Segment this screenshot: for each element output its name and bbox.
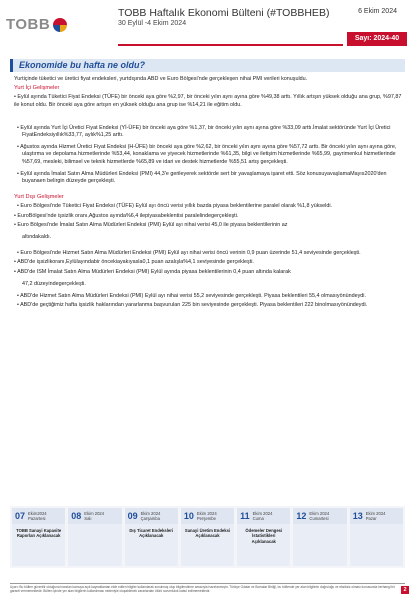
day-number: 12 xyxy=(296,511,307,521)
day-event: TOBB Sanayi Kapasite Raporları Açıklanacak xyxy=(16,528,62,539)
us-ism-paragraph: • ABD'de ISM İmalat Satın Alma Müdürleri Endeksi (PMI) Eylül ayında piyasa beklentilerinin 0,4 puan altında kalarak xyxy=(14,268,291,275)
calendar-day xyxy=(12,508,65,566)
euro-tufe-paragraph: • Euro Bölgesi'nde Tüketici Fiyat Endeksi (TÜFE) Eylül ayı öncü verisi yıllık bazda piyasa beklentilerine paralel olarak %1,8 yükseldi. xyxy=(17,203,333,210)
calendar-day xyxy=(181,508,234,566)
weekly-calendar xyxy=(10,506,405,568)
euro-unemployment-paragraph: • EuroBölgesi'nde işsizlik oranı,Ağustos ayında%6,4 ilepiyasabeklentisi paralelindegerçekleşti. xyxy=(14,212,239,219)
day-month: Ekim 2024 xyxy=(196,511,217,516)
calendar-day xyxy=(68,508,121,566)
day-number: 08 xyxy=(71,511,82,521)
day-month: Ekim 2024 xyxy=(309,511,330,516)
header-rule xyxy=(118,44,343,46)
tobb-logo xyxy=(6,16,67,33)
calendar-day xyxy=(293,508,346,566)
calendar-day xyxy=(350,508,403,566)
day-weekday: Salı xyxy=(84,516,92,521)
section-title-bar xyxy=(10,59,405,72)
day-event xyxy=(68,524,121,532)
us-claims-paragraph: • ABD'de geçtiğimiz hafta işsizlik haklarından yararlanma başvuruları 225 bin seviyesinde gerçekleşti. Piyasa beklentileri 222 binolmasıyönündeydi. xyxy=(17,302,368,309)
euro-pmi-paragraph: • Euro Bölgesi'nde İmalat Satın Alma Müdürleri Endeksi (PMI) Eylül ayı nihai verisi 45,0 ile piyasa beklentilerinin az xyxy=(14,221,288,228)
day-event xyxy=(293,524,346,532)
day-event xyxy=(350,524,403,532)
bulletin-date: 6 Ekim 2024 xyxy=(358,8,397,15)
day-month: Ekim 2024 xyxy=(365,511,386,516)
foreign-heading: Yurt Dışı Gelişmeler xyxy=(14,194,64,201)
day-number: 11 xyxy=(240,511,250,521)
day-number: 09 xyxy=(127,511,138,521)
day-weekday: Perşembe xyxy=(196,516,216,521)
day-event: Dış Ticaret Endeksleri Açıklanacak xyxy=(129,528,174,539)
us-ism-continuation: 47,2 düzeyindegerçekleşti. xyxy=(22,280,86,287)
day-month: Ekim2024 xyxy=(28,511,47,516)
day-number: 10 xyxy=(183,511,194,521)
section-title: Ekonomide bu hafta ne oldu? xyxy=(19,60,145,70)
intro-paragraph: Yurtiçinde tüketici ve üretici fiyat endeksleri, yurtdışında ABD ve Euro Bölgesi'nde gerçekleşen nihai PMI verileri konuşuldu. xyxy=(14,76,308,82)
disclaimer-text: Uyarı: Bu bülten güvenilir olduğuna inanılan kamuya açık kaynaklardan elde edilen bilgiler kullanılarak sunulmuş olup bilgilendirme amacıyla hazırlanmıştır. Türkiye Odalar ve Borsalar Birliği, bu bültende yer alan bilgilerin doğruluğu ve eksiksiz olması konusunda herhangi bir garanti vermemektedir. Bülten içinde yer alan bilgilerin kullanılması nedeniyle oluşabilecek zararlardan ötürü sorumluluk kabul edilmemektedir. xyxy=(10,585,395,593)
day-month: Ekim 2024 xyxy=(84,511,105,516)
day-weekday: Cumartesi xyxy=(309,516,329,521)
bulletin-period: 30 Eylül -4 Ekim 2024 xyxy=(118,20,187,27)
issue-badge: Sayı: 2024-40 xyxy=(347,32,407,46)
calendar-day xyxy=(237,508,290,566)
day-weekday: Pazartesi xyxy=(28,516,46,521)
day-weekday: Pazar xyxy=(365,516,377,521)
day-number: 07 xyxy=(15,511,26,521)
logo-emblem-icon xyxy=(53,18,67,32)
yiufe-paragraph: • Eylül ayında Yurt İçi Üretici Fiyat Endeksi (Yİ-ÜFE) bir önceki aya göre %1,37, bir önceki yılın aynı ayına göre %33,09 arttı.İmalat sektöründe Yurt İçi Üretici FiyatEndeksiyıllık%33,77, aylık%1,25 arttı. xyxy=(17,124,391,139)
tufe-paragraph: • Eylül ayında Tüketici Fiyat Endeksi (TÜFE) bir önceki aya göre %2,97, bir önceki yılın aynı ayına göre %49,38 arttı. Yıllık artışın yüksek olduğu ana grup, %97,87 ile konut oldu. Bir önceki aya göre artışın en yüksek olduğu ana grup ise %14,21 ile eğitim oldu. xyxy=(14,94,402,108)
us-unemployment-paragraph: • ABD'de işsizlikoranı,Eylülayındabir öncekiayakıyasla0,1 puan azalışla%4,1 seviyesinde gerçekleşti. xyxy=(14,259,254,266)
day-month: Ekim 2024 xyxy=(140,511,161,516)
day-weekday: Cuma xyxy=(252,516,264,521)
hufe-paragraph: • Ağustos ayında Hizmet Üretici Fiyat Endeksi (H-ÜFE) bir önceki aya göre %2,62, bir önceki yılın aynı ayına göre %57,72 arttı. Bir önceki yılın aynı ayına göre, ulaştırma ve depolama hizmetlerinde %53,44, konaklama ve yiyecek hizmetlerinde %61,35, bilgi ve iletişim hizmetlerinde %65,99, gayrimenkul hizmetlerinde %57,69, mesleki, bilimsel ve teknik hizmetlerde %65,89 ve idari ve destek hizmetlerde %55,51 artış gerçekleşti. xyxy=(17,144,397,165)
footer-divider xyxy=(10,583,405,584)
day-month: Ekim 2024 xyxy=(252,511,273,516)
page-number: 2 xyxy=(401,586,409,594)
article-body xyxy=(14,76,402,311)
logo-text: TOBB xyxy=(6,16,51,33)
euro-pmi-continuation: altındakaldı. xyxy=(22,234,52,241)
day-number: 13 xyxy=(352,511,363,521)
euro-services-pmi-paragraph: • Euro Bölgesi'nde Hizmet Satın Alma Müdürleri Endeksi (PMI) Eylül ayı nihai verisi öncü verinin 0,9 puan üzerinde 51,4 seviyesinde gerçekleşti. xyxy=(17,250,361,257)
us-services-pmi-paragraph: • ABD'de Hizmet Satın Alma Müdürleri Endeksi (PMI) Eylül ayı nihai verisi 55,2 seviyesinde gerçekleşti. Piyasa beklentileri 55,4 olmasıyönündeydi. xyxy=(17,293,366,300)
calendar-day xyxy=(125,508,178,566)
day-event: Ödemeler Dengesi İstatistikleri Açıklanacak xyxy=(245,528,283,544)
header xyxy=(0,0,415,52)
day-event: Sanayi Üretim Endeksi Açıklanacak xyxy=(184,528,231,539)
bulletin-title: TOBB Haftalık Ekonomi Bülteni (#TOBBHEB) xyxy=(118,7,330,19)
day-weekday: Çarşamba xyxy=(140,516,160,521)
domestic-heading: Yurt İçi Gelişmeler xyxy=(14,85,60,92)
pmi-paragraph: • Eylül ayında İmalat Satın Alma Müdürleri Endeksi (PMI) 44,3'e gerileyerek sektörde sert bir yavaşlamaya işaret etti. Söz konusuyavaşlamaMayıs2020'den buyanaen belirgin düzeyde gerçekleşti. xyxy=(17,170,387,185)
